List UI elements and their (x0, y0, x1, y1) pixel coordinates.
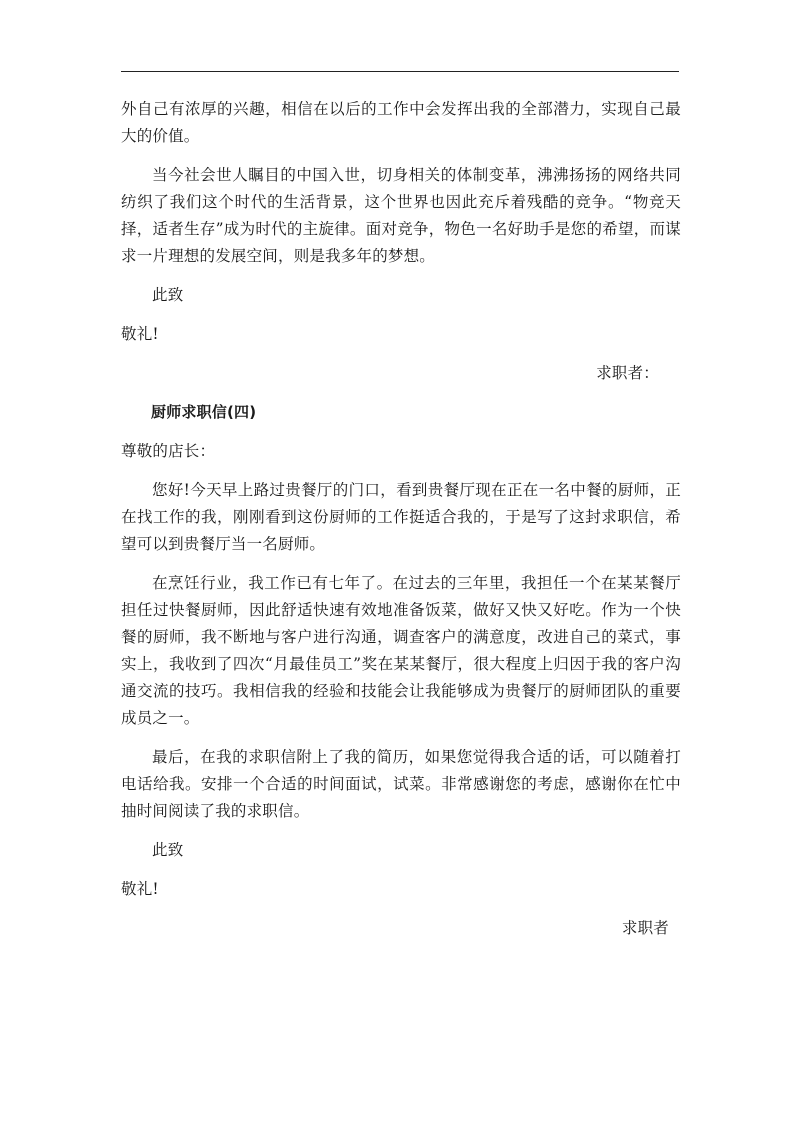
header-rule (121, 71, 679, 72)
paragraph: 当今社会世人瞩目的中国入世，切身相关的体制变革，沸沸扬扬的网络共同纺织了我们这个时代的生活背景，这个世界也因此充斥着残酷的竞争。“物竞天择，适者生存”成为时代的主旋律。面对竞争，物色一名好助手是您的希望，而谋求一片理想的发展空间，则是我多年的梦想。 (121, 166, 681, 265)
paragraph: 外自己有浓厚的兴趣，相信在以后的工作中会发挥出我的全部潜力，实现自己最大的价值。 (121, 100, 681, 145)
closing-line: 此致 (152, 286, 184, 304)
salutation: 尊敬的店长： (121, 442, 216, 460)
closing-salute: 敬礼! (121, 325, 159, 343)
closing-salute: 敬礼! (121, 880, 159, 898)
paragraph: 您好!今天早上路过贵餐厅的门口，看到贵餐厅现在正在一名中餐的厨师，正在找工作的我，刚刚看到这份厨师的工作挺适合我的，于是写了这封求职信，希望可以到贵餐厅当一名厨师。 (121, 481, 681, 553)
signature: 求职者 (621, 919, 669, 937)
paragraph: 最后，在我的求职信附上了我的简历，如果您觉得我合适的话，可以随着打电话给我。安排一个合适的时间面试，试菜。非常感谢您的考虑，感谢你在忙中抽时间阅读了我的求职信。 (121, 748, 681, 820)
closing-line: 此致 (152, 841, 184, 859)
paragraph: 在烹饪行业，我工作已有七年了。在过去的三年里，我担任一个在某某餐厅担任过快餐厨师，因此舒适快速有效地准备饭菜，做好又快又好吃。作为一个快餐的厨师，我不断地与客户进行沟通，调查客户的满意度，改进自己的菜式，事实上，我收到了四次“月最佳员工”奖在某某餐厅，很大程度上归因于我的客户沟通交流的技巧。我相信我的经验和技能会让我能够成为贵餐厅的厨师团队的重要成员之一。 (121, 574, 681, 727)
section-title: 厨师求职信(四) (151, 403, 257, 421)
signature: 求职者： (596, 364, 659, 382)
document-body (121, 96, 681, 942)
